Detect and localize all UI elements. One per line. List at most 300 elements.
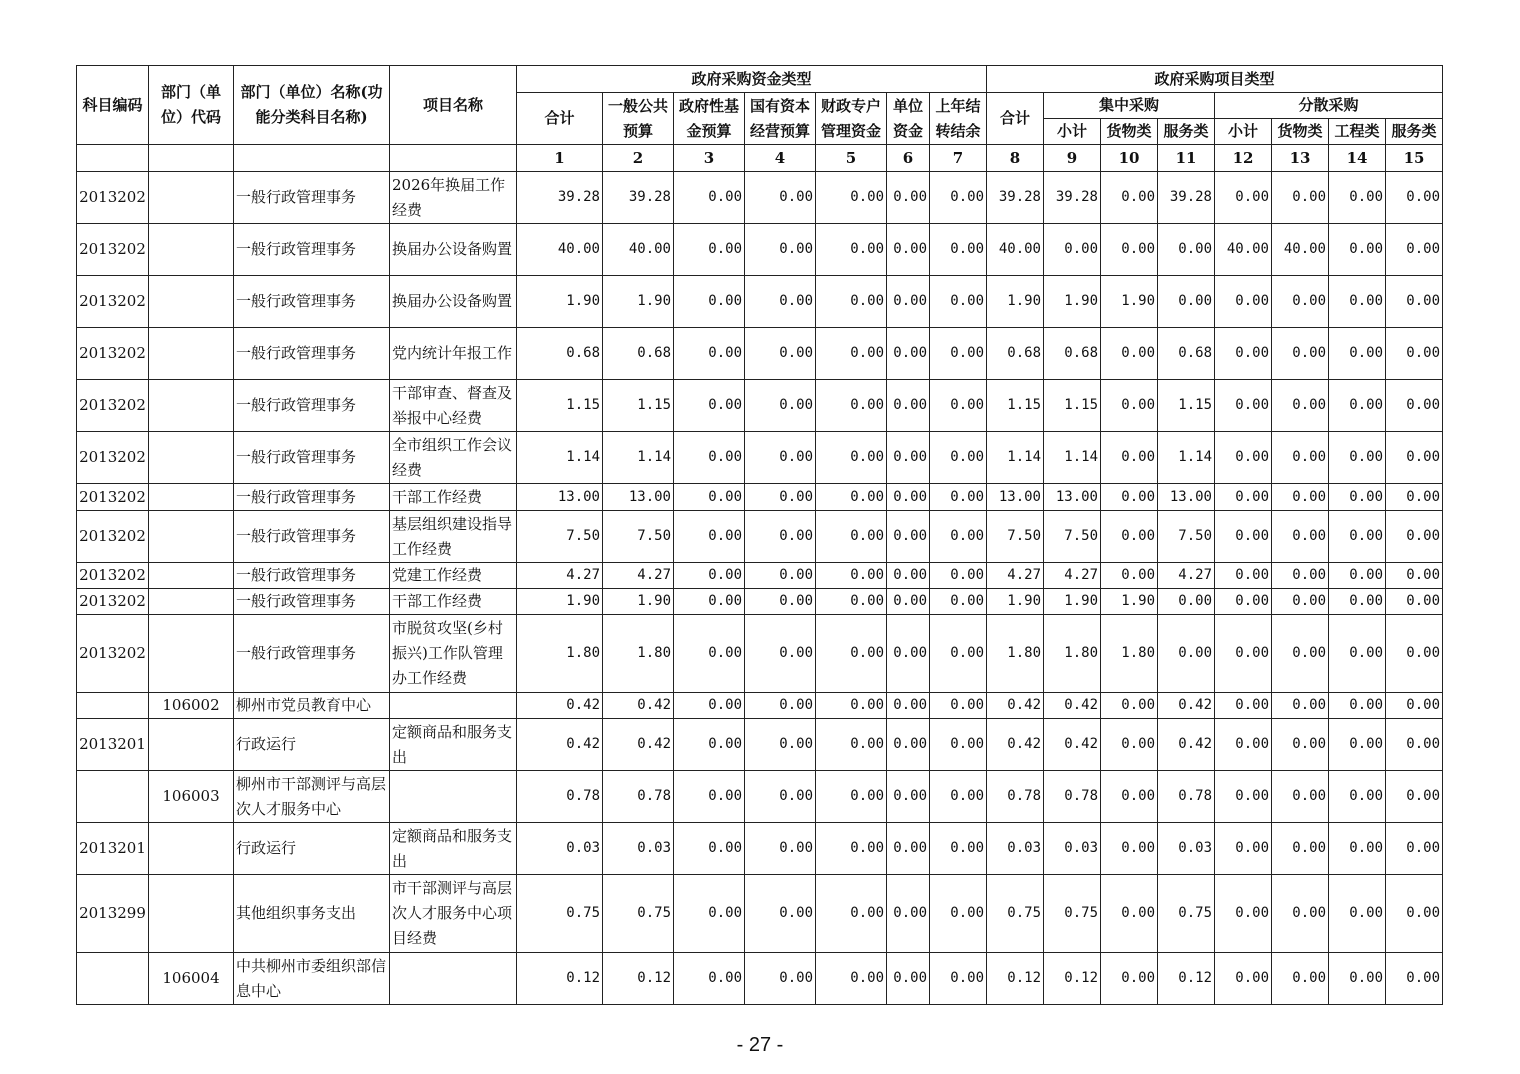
header-unit-fund: 单位资金 bbox=[887, 93, 930, 145]
cell-value: 0.68 bbox=[1158, 328, 1215, 380]
cell-value: 0.00 bbox=[674, 589, 745, 615]
cell-value: 0.42 bbox=[987, 719, 1044, 771]
cell-value: 0.00 bbox=[1272, 875, 1329, 953]
cell-value: 0.00 bbox=[745, 693, 816, 719]
cell-value: 0.00 bbox=[745, 615, 816, 693]
cell-project: 干部工作经费 bbox=[390, 589, 517, 615]
table-row bbox=[77, 823, 1443, 875]
cell-value: 0.00 bbox=[674, 484, 745, 511]
cell-value: 0.00 bbox=[1272, 484, 1329, 511]
header-code: 科目编码 bbox=[77, 66, 149, 145]
cell-value: 0.12 bbox=[1158, 953, 1215, 1005]
cell-value: 1.90 bbox=[517, 589, 603, 615]
cell-project: 定额商品和服务支出 bbox=[390, 823, 517, 875]
cell-value: 0.00 bbox=[1386, 589, 1443, 615]
cell-value: 0.00 bbox=[887, 719, 930, 771]
cell-value: 0.00 bbox=[745, 484, 816, 511]
cell-value: 0.00 bbox=[930, 276, 987, 328]
cell-value: 39.28 bbox=[987, 172, 1044, 224]
cell-value: 0.00 bbox=[1386, 563, 1443, 589]
cell-project: 换届办公设备购置 bbox=[390, 276, 517, 328]
cell-value: 0.00 bbox=[1386, 224, 1443, 276]
cell-value: 0.00 bbox=[1272, 953, 1329, 1005]
cell-value: 0.00 bbox=[1272, 823, 1329, 875]
cell-value: 0.00 bbox=[1386, 276, 1443, 328]
cell-value: 7.50 bbox=[603, 511, 674, 563]
cell-value: 0.00 bbox=[930, 615, 987, 693]
cell-value: 0.00 bbox=[1386, 484, 1443, 511]
cell-value: 1.80 bbox=[517, 615, 603, 693]
cell-dept-code bbox=[149, 224, 234, 276]
cell-value: 0.00 bbox=[1329, 771, 1386, 823]
cell-value: 0.00 bbox=[1101, 328, 1158, 380]
column-index: 8 bbox=[987, 145, 1044, 172]
cell-project: 干部审查、督查及举报中心经费 bbox=[390, 380, 517, 432]
cell-value: 0.00 bbox=[674, 224, 745, 276]
cell-value: 0.00 bbox=[930, 328, 987, 380]
cell-value: 0.00 bbox=[930, 719, 987, 771]
cell-value: 0.00 bbox=[1101, 771, 1158, 823]
cell-value: 0.75 bbox=[987, 875, 1044, 953]
cell-code: 2013202 bbox=[77, 224, 149, 276]
header-goods: 货物类 bbox=[1101, 119, 1158, 145]
cell-value: 0.00 bbox=[1101, 432, 1158, 484]
column-index: 4 bbox=[745, 145, 816, 172]
cell-value: 0.00 bbox=[745, 276, 816, 328]
header-fund-group: 政府采购资金类型 bbox=[517, 66, 987, 93]
cell-value: 0.00 bbox=[1386, 328, 1443, 380]
cell-value: 0.00 bbox=[930, 589, 987, 615]
cell-dept-name: 一般行政管理事务 bbox=[234, 589, 390, 615]
table-row bbox=[77, 589, 1443, 615]
cell-value: 0.00 bbox=[674, 875, 745, 953]
cell-value: 1.90 bbox=[603, 276, 674, 328]
table-row bbox=[77, 875, 1443, 953]
cell-value: 0.00 bbox=[930, 823, 987, 875]
cell-dept-name: 一般行政管理事务 bbox=[234, 276, 390, 328]
cell-value: 0.42 bbox=[517, 719, 603, 771]
cell-value: 0.00 bbox=[674, 172, 745, 224]
cell-value: 0.00 bbox=[887, 693, 930, 719]
cell-dept-name: 一般行政管理事务 bbox=[234, 328, 390, 380]
cell-value: 0.00 bbox=[816, 328, 887, 380]
cell-value: 0.00 bbox=[674, 823, 745, 875]
cell-value: 0.00 bbox=[887, 276, 930, 328]
cell-value: 0.00 bbox=[1158, 589, 1215, 615]
cell-value: 0.00 bbox=[1272, 380, 1329, 432]
cell-value: 0.00 bbox=[674, 615, 745, 693]
column-index: 10 bbox=[1101, 145, 1158, 172]
cell-value: 1.80 bbox=[603, 615, 674, 693]
cell-value: 0.00 bbox=[745, 771, 816, 823]
cell-value: 1.15 bbox=[1044, 380, 1101, 432]
cell-value: 0.00 bbox=[816, 380, 887, 432]
column-index: 12 bbox=[1215, 145, 1272, 172]
cell-value: 0.00 bbox=[930, 380, 987, 432]
cell-value: 0.00 bbox=[1272, 511, 1329, 563]
cell-value: 0.00 bbox=[674, 563, 745, 589]
cell-value: 0.00 bbox=[1386, 693, 1443, 719]
cell-value: 0.00 bbox=[930, 953, 987, 1005]
cell-value: 0.00 bbox=[816, 615, 887, 693]
cell-dept-code: 106002 bbox=[149, 693, 234, 719]
cell-value: 0.00 bbox=[1215, 172, 1272, 224]
cell-project: 2026年换届工作经费 bbox=[390, 172, 517, 224]
cell-value: 0.00 bbox=[1329, 875, 1386, 953]
cell-project: 全市组织工作会议经费 bbox=[390, 432, 517, 484]
cell-value: 0.00 bbox=[1386, 432, 1443, 484]
cell-code: 2013202 bbox=[77, 589, 149, 615]
cell-value: 0.00 bbox=[1215, 484, 1272, 511]
cell-value: 0.00 bbox=[1329, 953, 1386, 1005]
header-dispersed: 分散采购 bbox=[1215, 93, 1443, 119]
cell-value: 0.00 bbox=[1329, 615, 1386, 693]
cell-dept-name: 行政运行 bbox=[234, 719, 390, 771]
header-service: 服务类 bbox=[1158, 119, 1215, 145]
cell-value: 39.28 bbox=[517, 172, 603, 224]
cell-value: 0.00 bbox=[1386, 380, 1443, 432]
cell-value: 0.00 bbox=[1215, 432, 1272, 484]
header-project: 项目名称 bbox=[390, 66, 517, 145]
cell-value: 0.00 bbox=[1329, 511, 1386, 563]
cell-value: 0.00 bbox=[745, 380, 816, 432]
cell-value: 0.00 bbox=[1329, 224, 1386, 276]
cell-value: 0.00 bbox=[1158, 224, 1215, 276]
cell-value: 0.00 bbox=[887, 380, 930, 432]
table-row bbox=[77, 172, 1443, 224]
cell-value: 7.50 bbox=[517, 511, 603, 563]
column-index: 1 bbox=[517, 145, 603, 172]
cell-value: 0.78 bbox=[517, 771, 603, 823]
cell-value: 0.00 bbox=[1329, 380, 1386, 432]
column-index: 3 bbox=[674, 145, 745, 172]
header-engineering: 工程类 bbox=[1329, 119, 1386, 145]
cell-value: 1.90 bbox=[517, 276, 603, 328]
cell-value: 0.00 bbox=[1272, 328, 1329, 380]
cell-value: 0.75 bbox=[517, 875, 603, 953]
cell-project: 换届办公设备购置 bbox=[390, 224, 517, 276]
cell-dept-code bbox=[149, 719, 234, 771]
header-goods2: 货物类 bbox=[1272, 119, 1329, 145]
table-row bbox=[77, 276, 1443, 328]
cell-value: 0.42 bbox=[1158, 719, 1215, 771]
cell-value: 0.00 bbox=[816, 693, 887, 719]
cell-value: 0.00 bbox=[1272, 615, 1329, 693]
cell-dept-name: 一般行政管理事务 bbox=[234, 484, 390, 511]
header-subtotal2: 小计 bbox=[1215, 119, 1272, 145]
column-index: 13 bbox=[1272, 145, 1329, 172]
cell-value: 0.00 bbox=[1272, 771, 1329, 823]
cell-value: 0.12 bbox=[603, 953, 674, 1005]
cell-value: 0.00 bbox=[816, 823, 887, 875]
cell-code: 2013202 bbox=[77, 432, 149, 484]
cell-dept-code: 106004 bbox=[149, 953, 234, 1005]
column-index: 5 bbox=[816, 145, 887, 172]
table-row bbox=[77, 719, 1443, 771]
cell-code: 2013202 bbox=[77, 276, 149, 328]
cell-value: 0.00 bbox=[1386, 719, 1443, 771]
procurement-budget-table bbox=[76, 65, 1443, 1005]
cell-value: 40.00 bbox=[1215, 224, 1272, 276]
cell-value: 0.00 bbox=[930, 484, 987, 511]
cell-value: 0.00 bbox=[1386, 615, 1443, 693]
cell-value: 0.00 bbox=[887, 563, 930, 589]
cell-value: 0.12 bbox=[987, 953, 1044, 1005]
cell-dept-code bbox=[149, 823, 234, 875]
cell-code bbox=[77, 693, 149, 719]
header-carry-over: 上年结转结余 bbox=[930, 93, 987, 145]
cell-value: 0.00 bbox=[1215, 380, 1272, 432]
cell-value: 13.00 bbox=[517, 484, 603, 511]
cell-dept-code bbox=[149, 484, 234, 511]
cell-value: 0.00 bbox=[674, 380, 745, 432]
cell-dept-name: 一般行政管理事务 bbox=[234, 224, 390, 276]
cell-value: 0.00 bbox=[1215, 589, 1272, 615]
cell-value: 0.12 bbox=[517, 953, 603, 1005]
cell-value: 1.15 bbox=[603, 380, 674, 432]
cell-value: 4.27 bbox=[517, 563, 603, 589]
cell-value: 0.78 bbox=[603, 771, 674, 823]
cell-project: 基层组织建设指导工作经费 bbox=[390, 511, 517, 563]
cell-value: 0.00 bbox=[745, 432, 816, 484]
cell-value: 0.00 bbox=[1329, 823, 1386, 875]
cell-value: 0.00 bbox=[1215, 693, 1272, 719]
column-index: 2 bbox=[603, 145, 674, 172]
cell-value: 0.00 bbox=[1101, 875, 1158, 953]
cell-value: 0.03 bbox=[987, 823, 1044, 875]
cell-dept-name: 一般行政管理事务 bbox=[234, 380, 390, 432]
cell-value: 0.00 bbox=[1272, 432, 1329, 484]
cell-value: 39.28 bbox=[1044, 172, 1101, 224]
cell-code: 2013202 bbox=[77, 563, 149, 589]
cell-project: 市干部测评与高层次人才服务中心项目经费 bbox=[390, 875, 517, 953]
cell-dept-name: 一般行政管理事务 bbox=[234, 432, 390, 484]
cell-code: 2013201 bbox=[77, 719, 149, 771]
page-number: - 27 - bbox=[736, 1034, 784, 1056]
cell-value: 0.00 bbox=[1386, 823, 1443, 875]
cell-value: 7.50 bbox=[1044, 511, 1101, 563]
cell-value: 0.00 bbox=[674, 276, 745, 328]
cell-value: 0.00 bbox=[816, 771, 887, 823]
cell-value: 0.00 bbox=[1215, 615, 1272, 693]
cell-code bbox=[77, 953, 149, 1005]
cell-value: 0.00 bbox=[887, 432, 930, 484]
cell-value: 0.00 bbox=[1101, 953, 1158, 1005]
cell-value: 0.75 bbox=[1044, 875, 1101, 953]
cell-value: 0.00 bbox=[1329, 484, 1386, 511]
cell-value: 1.80 bbox=[987, 615, 1044, 693]
cell-value: 0.00 bbox=[674, 719, 745, 771]
cell-value: 1.15 bbox=[987, 380, 1044, 432]
cell-value: 0.42 bbox=[603, 719, 674, 771]
cell-value: 0.00 bbox=[745, 953, 816, 1005]
cell-value: 1.90 bbox=[1101, 276, 1158, 328]
table-row bbox=[77, 511, 1443, 563]
table-row bbox=[77, 380, 1443, 432]
table-row bbox=[77, 953, 1443, 1005]
cell-value: 0.68 bbox=[987, 328, 1044, 380]
header-dept-name: 部门（单位）名称(功能分类科目名称) bbox=[234, 66, 390, 145]
cell-value: 0.75 bbox=[1158, 875, 1215, 953]
cell-dept-code bbox=[149, 589, 234, 615]
cell-value: 0.00 bbox=[816, 511, 887, 563]
cell-value: 0.00 bbox=[674, 693, 745, 719]
cell-value: 0.00 bbox=[1386, 771, 1443, 823]
cell-value: 0.00 bbox=[1101, 719, 1158, 771]
cell-dept-code bbox=[149, 615, 234, 693]
cell-value: 0.42 bbox=[517, 693, 603, 719]
header-state-capital: 国有资本经营预算 bbox=[745, 93, 816, 145]
cell-value: 0.00 bbox=[887, 172, 930, 224]
cell-code: 2013299 bbox=[77, 875, 149, 953]
cell-value: 40.00 bbox=[603, 224, 674, 276]
cell-value: 0.68 bbox=[517, 328, 603, 380]
cell-value: 0.12 bbox=[1044, 953, 1101, 1005]
column-index-row bbox=[77, 145, 1443, 172]
cell-value: 0.00 bbox=[745, 511, 816, 563]
cell-value: 0.00 bbox=[930, 432, 987, 484]
cell-value: 1.14 bbox=[603, 432, 674, 484]
cell-value: 0.00 bbox=[1215, 511, 1272, 563]
cell-value: 0.00 bbox=[816, 875, 887, 953]
cell-value: 0.00 bbox=[816, 953, 887, 1005]
cell-value: 40.00 bbox=[517, 224, 603, 276]
cell-value: 0.00 bbox=[745, 719, 816, 771]
cell-value: 0.68 bbox=[1044, 328, 1101, 380]
cell-value: 13.00 bbox=[1044, 484, 1101, 511]
table-body bbox=[77, 172, 1443, 1005]
header-project-group: 政府采购项目类型 bbox=[987, 66, 1443, 93]
cell-value: 0.00 bbox=[745, 328, 816, 380]
cell-dept-name: 中共柳州市委组织部信息中心 bbox=[234, 953, 390, 1005]
table-row bbox=[77, 615, 1443, 693]
cell-value: 0.00 bbox=[674, 953, 745, 1005]
cell-value: 0.00 bbox=[1272, 719, 1329, 771]
cell-value: 0.00 bbox=[1101, 380, 1158, 432]
cell-dept-name: 柳州市干部测评与高层次人才服务中心 bbox=[234, 771, 390, 823]
header-dept-code: 部门（单位）代码 bbox=[149, 66, 234, 145]
cell-value: 1.14 bbox=[1044, 432, 1101, 484]
cell-dept-code bbox=[149, 380, 234, 432]
cell-value: 0.00 bbox=[816, 224, 887, 276]
header-special-account: 财政专户管理资金 bbox=[816, 93, 887, 145]
cell-value: 0.00 bbox=[1329, 328, 1386, 380]
cell-value: 0.75 bbox=[603, 875, 674, 953]
header-gov-fund: 政府性基金预算 bbox=[674, 93, 745, 145]
cell-value: 0.00 bbox=[1101, 511, 1158, 563]
cell-value: 0.42 bbox=[1158, 693, 1215, 719]
cell-value: 4.27 bbox=[1158, 563, 1215, 589]
cell-project: 党内统计年报工作 bbox=[390, 328, 517, 380]
cell-value: 0.00 bbox=[745, 172, 816, 224]
cell-value: 1.90 bbox=[1101, 589, 1158, 615]
cell-value: 0.00 bbox=[1101, 484, 1158, 511]
cell-value: 0.00 bbox=[1272, 276, 1329, 328]
cell-dept-name: 其他组织事务支出 bbox=[234, 875, 390, 953]
cell-value: 0.00 bbox=[674, 511, 745, 563]
cell-value: 1.14 bbox=[1158, 432, 1215, 484]
cell-value: 40.00 bbox=[1272, 224, 1329, 276]
cell-value: 0.00 bbox=[930, 563, 987, 589]
cell-value: 0.00 bbox=[887, 875, 930, 953]
header-general-budget: 一般公共预算 bbox=[603, 93, 674, 145]
cell-value: 0.00 bbox=[1158, 276, 1215, 328]
cell-value: 0.00 bbox=[674, 328, 745, 380]
cell-value: 13.00 bbox=[987, 484, 1044, 511]
cell-value: 0.00 bbox=[816, 484, 887, 511]
cell-value: 0.00 bbox=[887, 771, 930, 823]
cell-value: 0.00 bbox=[1215, 771, 1272, 823]
table-row bbox=[77, 224, 1443, 276]
cell-value: 0.00 bbox=[887, 953, 930, 1005]
cell-value: 4.27 bbox=[1044, 563, 1101, 589]
cell-value: 4.27 bbox=[987, 563, 1044, 589]
table-row bbox=[77, 771, 1443, 823]
cell-project bbox=[390, 771, 517, 823]
cell-dept-name: 一般行政管理事务 bbox=[234, 563, 390, 589]
cell-dept-name: 柳州市党员教育中心 bbox=[234, 693, 390, 719]
cell-value: 0.00 bbox=[1215, 823, 1272, 875]
cell-value: 0.78 bbox=[1158, 771, 1215, 823]
cell-dept-name: 行政运行 bbox=[234, 823, 390, 875]
cell-value: 0.00 bbox=[674, 432, 745, 484]
header-service2: 服务类 bbox=[1386, 119, 1443, 145]
cell-value: 4.27 bbox=[603, 563, 674, 589]
cell-value: 0.00 bbox=[1386, 875, 1443, 953]
cell-value: 13.00 bbox=[1158, 484, 1215, 511]
cell-value: 1.15 bbox=[1158, 380, 1215, 432]
cell-value: 0.00 bbox=[887, 615, 930, 693]
cell-project: 定额商品和服务支出 bbox=[390, 719, 517, 771]
cell-value: 0.68 bbox=[603, 328, 674, 380]
cell-value: 1.14 bbox=[987, 432, 1044, 484]
cell-value: 0.00 bbox=[816, 589, 887, 615]
cell-value: 0.00 bbox=[887, 224, 930, 276]
cell-value: 0.00 bbox=[816, 432, 887, 484]
cell-value: 0.00 bbox=[930, 224, 987, 276]
cell-value: 0.00 bbox=[930, 771, 987, 823]
cell-value: 1.90 bbox=[1044, 589, 1101, 615]
cell-value: 0.00 bbox=[1329, 589, 1386, 615]
cell-dept-code bbox=[149, 875, 234, 953]
cell-dept-code: 106003 bbox=[149, 771, 234, 823]
cell-value: 0.00 bbox=[1329, 276, 1386, 328]
cell-value: 0.78 bbox=[1044, 771, 1101, 823]
cell-value: 1.90 bbox=[987, 589, 1044, 615]
cell-project: 党建工作经费 bbox=[390, 563, 517, 589]
cell-dept-code bbox=[149, 563, 234, 589]
cell-value: 0.00 bbox=[930, 875, 987, 953]
cell-value: 0.00 bbox=[887, 511, 930, 563]
cell-value: 1.90 bbox=[1044, 276, 1101, 328]
cell-value: 0.00 bbox=[887, 328, 930, 380]
cell-value: 0.00 bbox=[1329, 719, 1386, 771]
table-row bbox=[77, 563, 1443, 589]
cell-code: 2013202 bbox=[77, 615, 149, 693]
cell-value: 1.80 bbox=[1101, 615, 1158, 693]
cell-value: 0.00 bbox=[1329, 693, 1386, 719]
cell-value: 1.14 bbox=[517, 432, 603, 484]
cell-dept-code bbox=[149, 432, 234, 484]
cell-dept-code bbox=[149, 328, 234, 380]
cell-value: 1.90 bbox=[987, 276, 1044, 328]
cell-code: 2013202 bbox=[77, 172, 149, 224]
cell-value: 0.00 bbox=[1215, 875, 1272, 953]
cell-value: 0.00 bbox=[1272, 693, 1329, 719]
cell-value: 0.00 bbox=[745, 224, 816, 276]
column-index: 11 bbox=[1158, 145, 1215, 172]
cell-value: 0.00 bbox=[887, 589, 930, 615]
